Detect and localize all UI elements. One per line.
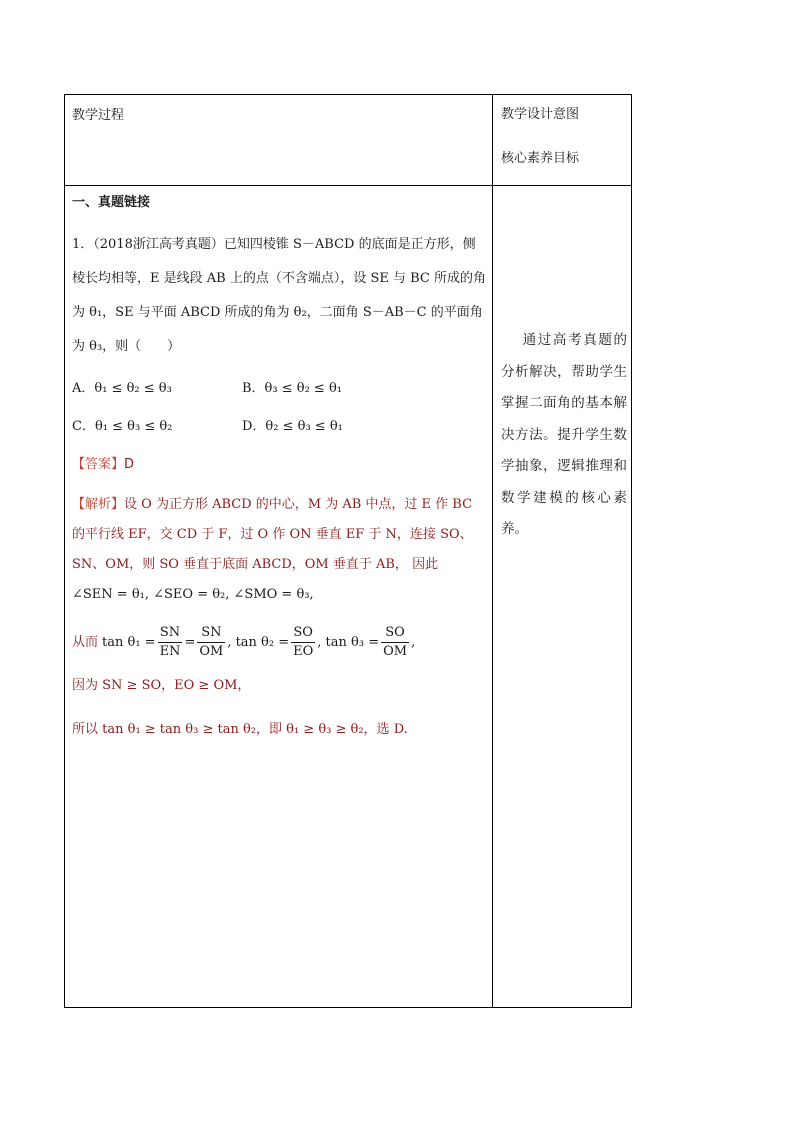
fraction-denominator: OM — [199, 644, 224, 659]
fraction-numerator: SO — [381, 624, 409, 643]
tan2-label: , tan θ₂ = — [227, 634, 290, 650]
section-title: 一、真题链接 — [72, 195, 151, 210]
option-d: D．θ₂ ≤ θ₃ ≤ θ₁ — [242, 419, 343, 434]
options-row-2 — [72, 416, 486, 438]
lesson-table — [64, 94, 632, 1008]
teaching-process-header: 教学过程 — [72, 108, 125, 123]
answer-value: D — [124, 457, 135, 472]
analysis-paragraph — [72, 490, 486, 610]
analysis-text: 设 O 为正方形 ABCD 的中心，M 为 AB 中点，过 E 作 BC 的平行线 EF，交 CD 于 F，过 O 作 ON 垂直 EF 于 N，连接 SO、SN、OM，则 SO 垂直于底面 ABCD，OM 垂直于 AB， 因此 — [72, 497, 473, 572]
option-c: C．θ₁ ≤ θ₃ ≤ θ₂ — [72, 419, 173, 434]
tan-equation: 从而 tan θ₁ = $\frac{SN}{EN}$ = $\frac{SN}{OM}$ , tan θ₂ = $\frac{SO}{EO}$ , tan θ₃ = $\frac{SO}{OM}$ , — [72, 625, 416, 659]
fraction-so-eo — [291, 624, 315, 661]
design-intent-content: 通过高考真题的分析解决，帮助学生掌握二面角的基本解决方法。提升学生数学抽象，逻辑推理和数学建模的核心素养。 — [501, 332, 627, 537]
design-intent-label: 教学设计意图 — [501, 107, 580, 122]
design-intent-text — [501, 325, 627, 546]
design-intent-header — [501, 104, 579, 192]
fraction-denominator: EN — [159, 644, 181, 659]
column-divider — [492, 95, 493, 1007]
end-comma: , — [411, 634, 416, 650]
tan3-label: , tan θ₃ = — [317, 634, 380, 650]
analysis-tag: 【解析】 — [72, 497, 125, 512]
fraction-numerator: SN — [158, 624, 183, 643]
fraction-numerator: SN — [197, 624, 225, 643]
fraction-so-om — [381, 624, 409, 661]
teaching-content — [72, 192, 486, 755]
fraction-denominator: EO — [293, 644, 314, 659]
fraction-sn-en — [158, 624, 183, 661]
fraction-numerator: SO — [291, 624, 315, 643]
answer-tag: 【答案】 — [72, 457, 125, 472]
problem-stem: 1．（2018浙江高考真题）已知四棱锥 S－ABCD 的底面是正方形，侧棱长均相等，E 是线段 AB 上的点（不含端点），设 SE 与 BC 所成的角为 θ₁，SE 与平面 ABCD 所成的角为 θ₂，二面角 S－AB－C 的平面角为 θ₃，则（ ） — [72, 237, 486, 354]
because-line: 因为 SN ≥ SO，EO ≥ OM， — [72, 678, 251, 693]
options-row-1 — [72, 378, 486, 400]
analysis-angles: ∠SEN = θ₁, ∠SEO = θ₂, ∠SMO = θ₃, — [72, 587, 314, 602]
answer-line — [72, 454, 486, 476]
tan1-label: tan θ₁ = — [102, 634, 156, 650]
fraction-sn-om — [197, 624, 225, 661]
core-literacy-label: 核心素养目标 — [501, 151, 580, 166]
option-b: B．θ₃ ≤ θ₂ ≤ θ₁ — [242, 381, 342, 396]
option-a: A．θ₁ ≤ θ₂ ≤ θ₃ — [72, 381, 172, 396]
fraction-denominator: OM — [383, 644, 408, 659]
from-prefix: 从而 — [72, 634, 99, 650]
therefore-line: 所以 tan θ₁ ≥ tan θ₃ ≥ tan θ₂，即 θ₁ ≥ θ₃ ≥ θ₂，选 D. — [72, 722, 408, 737]
